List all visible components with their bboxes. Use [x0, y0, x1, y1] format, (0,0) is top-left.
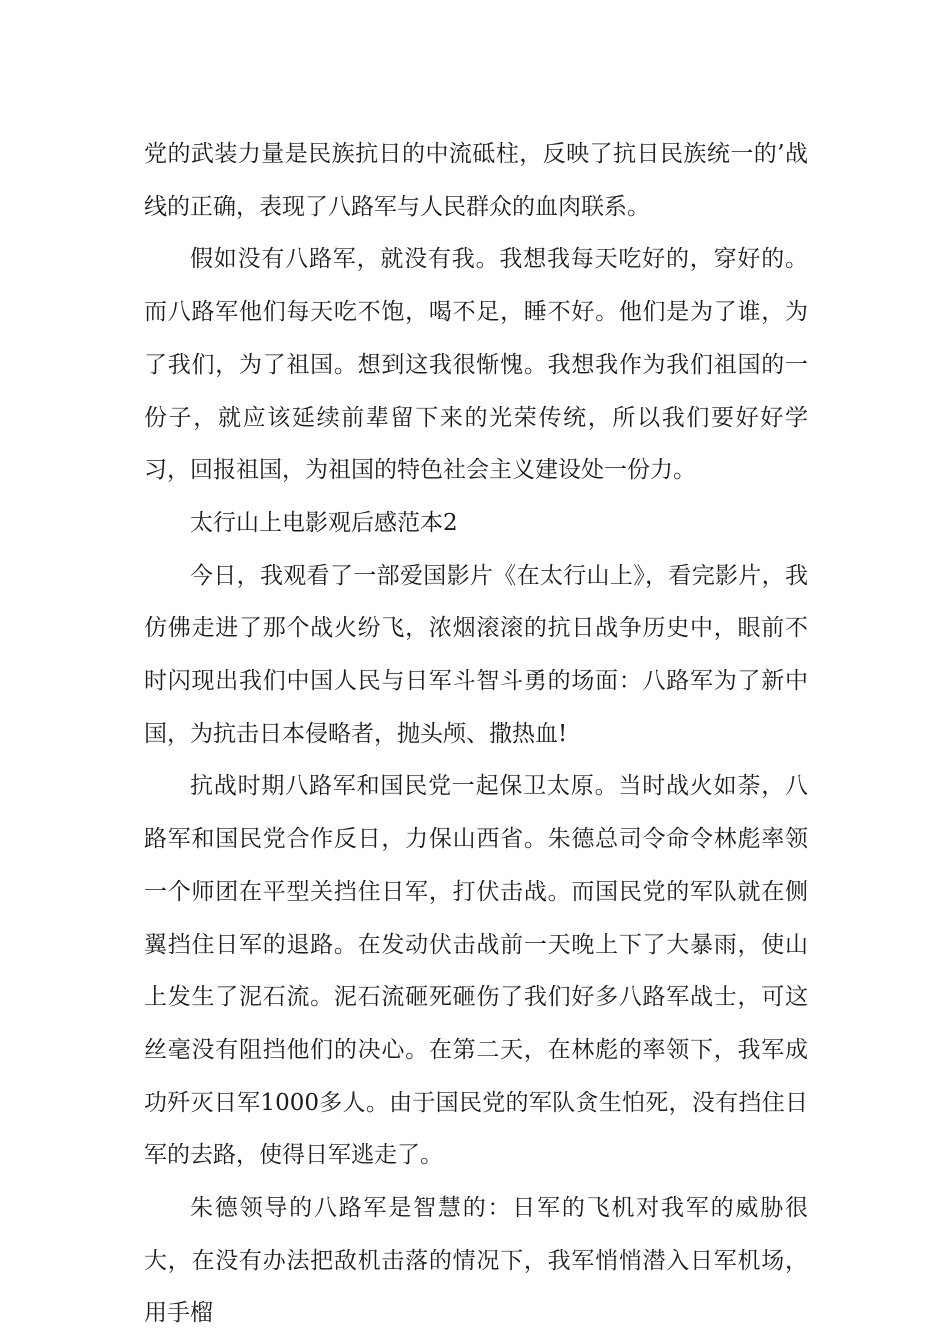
paragraph-continuation: 党的武装力量是民族抗日的中流砥柱，反映了抗日民族统一的’战线的正确，表现了八路军与人民群众的血肉联系。 — [144, 141, 808, 220]
paragraph: 朱德领导的八路军是智慧的：日军的飞机对我军的威胁很大，在没有办法把敌机击落的情况下，我军悄悄潜入日军机场，用手榴 — [144, 1195, 808, 1327]
section-heading: 太行山上电影观后感范本2 — [190, 509, 458, 536]
document-body — [144, 128, 808, 1340]
paragraph: 今日，我观看了一部爱国影片《在太行山上》，看完影片，我仿佛走进了那个战火纷飞，浓烟滚滚的抗日战争历史中，眼前不时闪现出我们中国人民与日军斗智斗勇的场面：八路军为了新中国，为抗击日本侵略者，抛头颅、撒热血! — [144, 562, 808, 747]
paragraph: 假如没有八路军，就没有我。我想我每天吃好的，穿好的。而八路军他们每天吃不饱，喝不足，睡不好。他们是为了谁，为了我们，为了祖国。想到这我很惭愧。我想我作为我们祖国的一份子，就应该延续前辈留下来的光荣传统，所以我们要好好学习，回报祖国，为祖国的特色社会主义建设处一份力。 — [144, 246, 808, 484]
paragraph: 抗战时期八路军和国民党一起保卫太原。当时战火如荼，八路军和国民党合作反日，力保山西省。朱德总司令命令林彪率领一个师团在平型关挡住日军，打伏击战。而国民党的军队就在侧翼挡住日军的退路。在发动伏击战前一天晚上下了大暴雨，使山上发生了泥石流。泥石流砸死砸伤了我们好多八路军战士，可这丝毫没有阻挡他们的决心。在第二天，在林彪的率领下，我军成功歼灭日军1000多人。由于国民党的军队贪生怕死，没有挡住日军的去路，使得日军逃走了。 — [144, 773, 808, 1169]
